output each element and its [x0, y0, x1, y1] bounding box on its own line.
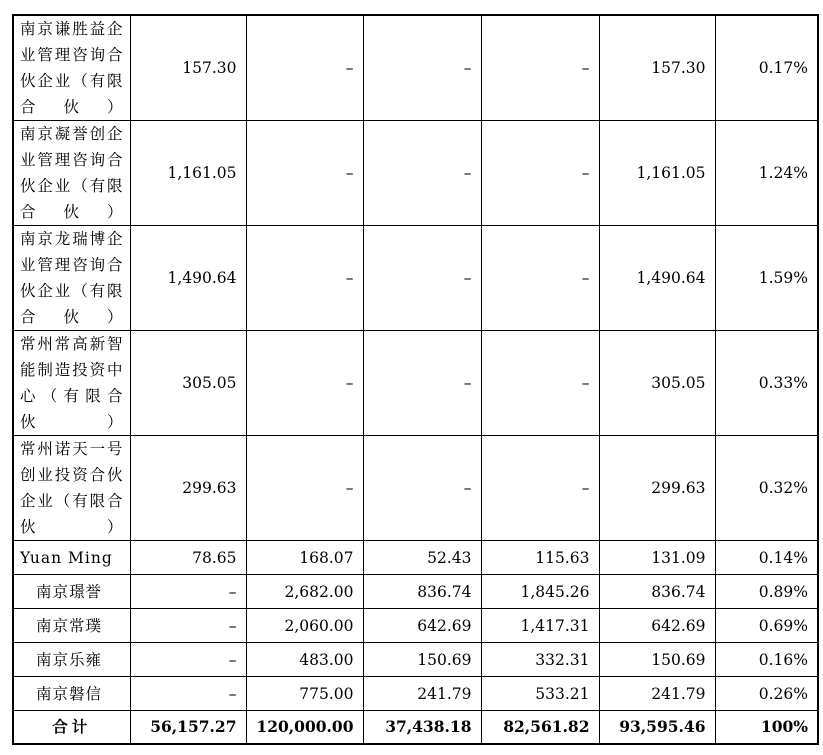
value-cell: –: [481, 15, 599, 121]
value-cell: 533.21: [481, 677, 599, 711]
table-row: [13, 15, 818, 121]
percent-cell: 0.69%: [715, 609, 818, 643]
percent-cell: 0.33%: [715, 331, 818, 436]
value-cell: 1,161.05: [599, 121, 715, 226]
value-cell: 150.69: [599, 643, 715, 677]
percent-cell: 0.17%: [715, 15, 818, 121]
value-cell: –: [246, 226, 363, 331]
table-row: [13, 436, 818, 541]
row-name-cell: 南京常璞: [13, 609, 130, 643]
total-value-cell: 93,595.46: [599, 711, 715, 745]
value-cell: 52.43: [363, 541, 481, 575]
table-row: [13, 121, 818, 226]
value-cell: 642.69: [363, 609, 481, 643]
value-cell: 2,682.00: [246, 575, 363, 609]
value-cell: –: [246, 331, 363, 436]
value-cell: 299.63: [130, 436, 246, 541]
value-cell: 1,417.31: [481, 609, 599, 643]
total-value-cell: 37,438.18: [363, 711, 481, 745]
value-cell: 1,490.64: [130, 226, 246, 331]
value-cell: 305.05: [130, 331, 246, 436]
value-cell: –: [363, 15, 481, 121]
percent-cell: 1.24%: [715, 121, 818, 226]
row-name-cell: Yuan Ming: [13, 541, 130, 575]
total-label: 合计: [13, 711, 130, 745]
value-cell: 299.63: [599, 436, 715, 541]
value-cell: 305.05: [599, 331, 715, 436]
value-cell: –: [481, 121, 599, 226]
value-cell: –: [130, 643, 246, 677]
value-cell: –: [363, 331, 481, 436]
value-cell: 2,060.00: [246, 609, 363, 643]
value-cell: –: [481, 226, 599, 331]
row-name-cell: 南京乐雍: [13, 643, 130, 677]
percent-cell: 0.32%: [715, 436, 818, 541]
value-cell: 836.74: [599, 575, 715, 609]
value-cell: –: [363, 121, 481, 226]
value-cell: –: [246, 436, 363, 541]
value-cell: –: [481, 331, 599, 436]
table-row: [13, 541, 818, 575]
row-name-cell: 南京凝誉创企业管理咨询合伙企业（有限合伙）: [13, 121, 130, 226]
value-cell: 78.65: [130, 541, 246, 575]
value-cell: 157.30: [130, 15, 246, 121]
row-name-cell: 南京谦胜益企业管理咨询合伙企业（有限合伙）: [13, 15, 130, 121]
table-row: [13, 677, 818, 711]
table-row: [13, 575, 818, 609]
value-cell: –: [246, 121, 363, 226]
percent-cell: 1.59%: [715, 226, 818, 331]
value-cell: –: [130, 677, 246, 711]
value-cell: 115.63: [481, 541, 599, 575]
total-value-cell: 82,561.82: [481, 711, 599, 745]
percent-cell: 0.16%: [715, 643, 818, 677]
value-cell: –: [363, 436, 481, 541]
value-cell: –: [130, 609, 246, 643]
value-cell: 168.07: [246, 541, 363, 575]
data-table: [12, 14, 819, 745]
value-cell: 157.30: [599, 15, 715, 121]
value-cell: 332.31: [481, 643, 599, 677]
percent-cell: 0.26%: [715, 677, 818, 711]
value-cell: 241.79: [599, 677, 715, 711]
value-cell: –: [363, 226, 481, 331]
value-cell: 150.69: [363, 643, 481, 677]
total-value-cell: 120,000.00: [246, 711, 363, 745]
total-row: [13, 711, 818, 745]
row-name-cell: 南京璟誉: [13, 575, 130, 609]
table-row: [13, 643, 818, 677]
value-cell: 1,845.26: [481, 575, 599, 609]
total-value-cell: 56,157.27: [130, 711, 246, 745]
table-row: [13, 331, 818, 436]
value-cell: 241.79: [363, 677, 481, 711]
table-row: [13, 609, 818, 643]
total-percent-cell: 100%: [715, 711, 818, 745]
value-cell: –: [130, 575, 246, 609]
row-name-cell: 常州常高新智能制造投资中心（有限合伙）: [13, 331, 130, 436]
row-name-cell: 常州诺天一号创业投资合伙企业（有限合伙）: [13, 436, 130, 541]
value-cell: 836.74: [363, 575, 481, 609]
value-cell: 1,490.64: [599, 226, 715, 331]
value-cell: –: [246, 15, 363, 121]
value-cell: 483.00: [246, 643, 363, 677]
value-cell: 1,161.05: [130, 121, 246, 226]
row-name-cell: 南京磐信: [13, 677, 130, 711]
row-name-cell: 南京龙瑞博企业管理咨询合伙企业（有限合伙）: [13, 226, 130, 331]
table-row: [13, 226, 818, 331]
value-cell: 642.69: [599, 609, 715, 643]
value-cell: 131.09: [599, 541, 715, 575]
percent-cell: 0.14%: [715, 541, 818, 575]
value-cell: –: [481, 436, 599, 541]
percent-cell: 0.89%: [715, 575, 818, 609]
value-cell: 775.00: [246, 677, 363, 711]
